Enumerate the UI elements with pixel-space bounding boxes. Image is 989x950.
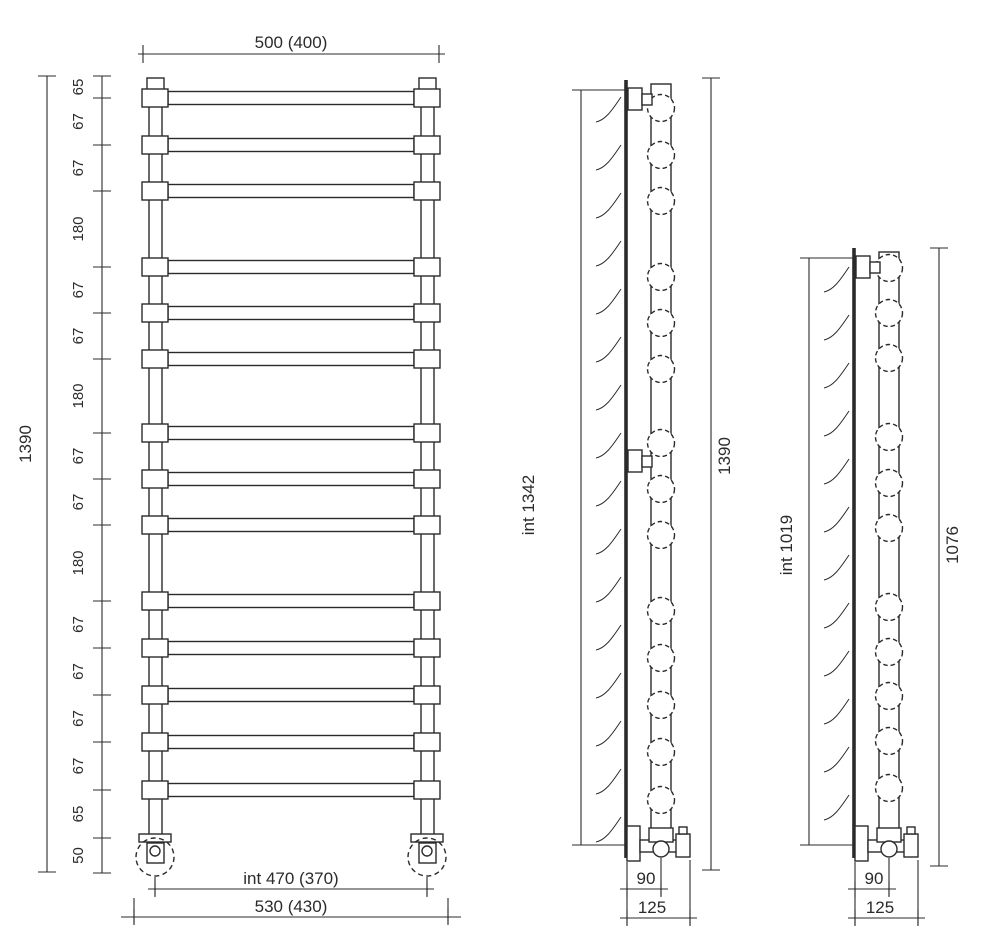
hatch-stroke xyxy=(596,289,621,314)
rung-collar-left xyxy=(142,781,168,799)
rung-collar-left xyxy=(142,424,168,442)
chain-dim-label: 67 xyxy=(70,327,87,345)
rung-collar-right xyxy=(414,781,440,799)
hatch-stroke xyxy=(596,433,621,458)
chain-ticks-and-labels xyxy=(70,76,111,873)
rung-section-circle xyxy=(876,345,903,372)
rung-tube xyxy=(168,595,414,608)
rung-collar-left xyxy=(142,470,168,488)
rung-collar-left xyxy=(142,516,168,534)
hatch-stroke xyxy=(824,459,849,484)
hatch-stroke xyxy=(596,625,621,650)
front-top-width-dim xyxy=(138,33,445,63)
short-depth-overall-dim xyxy=(848,860,925,926)
chain-dim-label: 65 xyxy=(70,78,87,96)
rung-section-circle xyxy=(648,476,675,503)
rungs-group xyxy=(142,89,440,799)
short-depth-overall-label: 125 xyxy=(865,898,895,917)
tube-union-nut xyxy=(649,828,673,842)
rung-collar-right xyxy=(414,89,440,107)
tall-depth-axis-label: 90 xyxy=(636,869,656,888)
rung-tube xyxy=(168,473,414,486)
hatch-stroke xyxy=(824,603,849,628)
side-section-view-short xyxy=(777,248,962,926)
rung-tube xyxy=(168,353,414,366)
short-overall-height-label: 1076 xyxy=(943,526,962,564)
short-depth-axis-label: 90 xyxy=(864,869,884,888)
rung-collar-left xyxy=(142,350,168,368)
rung-collar-right xyxy=(414,639,440,657)
extension-lines xyxy=(809,258,866,845)
hatch-stroke xyxy=(596,241,621,266)
chain-dim-label: 67 xyxy=(70,757,87,775)
rung-section-circle xyxy=(648,188,675,215)
rung-section-circle xyxy=(876,300,903,327)
front-overall-width-dim xyxy=(121,897,461,925)
hatch-stroke xyxy=(596,385,621,410)
rung-section-circle xyxy=(648,787,675,814)
hatch-stroke xyxy=(596,577,621,602)
wall-hatching xyxy=(824,267,849,820)
rung-section-circle xyxy=(648,310,675,337)
rung-section-circle xyxy=(648,692,675,719)
rung-collar-right xyxy=(414,686,440,704)
bracket-plate xyxy=(628,88,642,110)
front-interaxis-width-label: int 470 (370) xyxy=(243,869,339,888)
hatch-stroke xyxy=(596,769,621,794)
middle-wall-bracket xyxy=(628,450,652,472)
rung-tube xyxy=(168,261,414,274)
rung-collar-left xyxy=(142,639,168,657)
front-interaxis-width-dim xyxy=(148,869,434,897)
rung-collar-right xyxy=(414,592,440,610)
hatch-stroke xyxy=(824,699,849,724)
union-detail xyxy=(653,841,669,857)
rung-tube xyxy=(168,92,414,105)
rung-collar-right xyxy=(414,424,440,442)
rung-collar-right xyxy=(414,136,440,154)
hatch-stroke xyxy=(596,481,621,506)
tube-union-nut xyxy=(877,828,901,842)
hatch-stroke xyxy=(596,529,621,554)
front-chain-dim xyxy=(70,76,111,873)
rung-tube xyxy=(168,139,414,152)
left-riser-tube xyxy=(149,90,162,834)
rung-collar-right xyxy=(414,733,440,751)
side-section-view-tall xyxy=(519,78,734,926)
rung-collar-left xyxy=(142,89,168,107)
front-overall-height-label: 1390 xyxy=(16,425,35,463)
hatch-stroke xyxy=(596,193,621,218)
wall-hatching xyxy=(596,97,621,842)
hatch-stroke xyxy=(824,267,849,292)
hatch-stroke xyxy=(596,145,621,170)
rung-collar-left xyxy=(142,592,168,610)
rung-tube xyxy=(168,185,414,198)
valve-body xyxy=(904,834,918,857)
rung-tube xyxy=(168,689,414,702)
rung-tube xyxy=(168,784,414,797)
bracket-plate xyxy=(628,450,642,472)
bracket-plate xyxy=(856,256,870,278)
left-foot xyxy=(136,834,174,876)
foot-detail xyxy=(422,846,432,856)
short-overall-height-dim xyxy=(930,248,962,866)
rung-section-circle xyxy=(648,356,675,383)
chain-dim-label: 67 xyxy=(70,616,87,633)
rung-tube xyxy=(168,736,414,749)
tall-overall-height-label: 1390 xyxy=(715,437,734,475)
rung-collar-left xyxy=(142,304,168,322)
rung-collar-left xyxy=(142,733,168,751)
hatch-stroke xyxy=(824,363,849,388)
hatch-stroke xyxy=(596,337,621,362)
rung-collar-right xyxy=(414,182,440,200)
union-detail xyxy=(881,841,897,857)
chain-dim-label: 65 xyxy=(70,805,87,823)
rung-section-circle xyxy=(876,470,903,497)
chain-dim-label: 180 xyxy=(70,216,87,242)
rung-collar-right xyxy=(414,516,440,534)
chain-dim-label: 67 xyxy=(70,710,87,727)
rung-tube xyxy=(168,519,414,532)
foot-detail xyxy=(150,846,160,856)
chain-dim-label: 50 xyxy=(70,847,87,864)
hatch-stroke xyxy=(824,651,849,676)
rung-tube xyxy=(168,642,414,655)
rung-collar-right xyxy=(414,470,440,488)
hatch-stroke xyxy=(596,721,621,746)
rung-section-circle xyxy=(876,424,903,451)
rung-collar-right xyxy=(414,258,440,276)
chain-dim-label: 67 xyxy=(70,159,87,177)
short-radiator-section xyxy=(855,252,918,861)
rung-collar-left xyxy=(142,136,168,154)
hatch-stroke xyxy=(596,817,621,842)
chain-dim-label: 67 xyxy=(70,663,87,680)
rung-section-circle xyxy=(648,142,675,169)
rung-section-circle xyxy=(876,683,903,710)
rung-collar-right xyxy=(414,304,440,322)
rung-section-circle xyxy=(876,775,903,802)
tall-radiator-section xyxy=(627,84,690,861)
short-wall xyxy=(824,248,854,858)
hatch-stroke xyxy=(596,673,621,698)
valve-cap xyxy=(679,827,687,834)
bracket-arm xyxy=(870,262,880,273)
tall-depth-overall-dim xyxy=(620,860,697,926)
rung-section-circle xyxy=(648,430,675,457)
rung-section-circle xyxy=(648,264,675,291)
chain-dim-label: 67 xyxy=(70,113,87,130)
front-overall-width-label: 530 (430) xyxy=(254,897,328,916)
rung-section-circle xyxy=(876,515,903,542)
chain-dim-label: 67 xyxy=(70,447,87,465)
front-overall-height-dim xyxy=(16,76,56,872)
bottom-valve-assembly xyxy=(855,826,918,861)
bracket-arm xyxy=(642,94,652,105)
front-top-width-label: 500 (400) xyxy=(254,33,328,52)
rung-collar-right xyxy=(414,350,440,368)
rung-section-circle xyxy=(876,639,903,666)
tall-interaxis-label: int 1342 xyxy=(519,474,538,536)
valve-cap xyxy=(907,827,915,834)
rung-collar-left xyxy=(142,258,168,276)
hatch-stroke xyxy=(824,315,849,340)
chain-dim-label: 180 xyxy=(70,383,87,409)
hatch-stroke xyxy=(824,507,849,532)
bottom-valve-assembly xyxy=(627,826,690,861)
rung-section-circle xyxy=(648,739,675,766)
valve-body xyxy=(676,834,690,857)
hatch-stroke xyxy=(596,97,621,122)
front-radiator-body xyxy=(136,78,446,876)
chain-dim-label: 180 xyxy=(70,550,87,576)
rung-collar-left xyxy=(142,182,168,200)
wall-plate xyxy=(627,826,640,861)
wall-plate xyxy=(855,826,868,861)
chain-dim-label: 67 xyxy=(70,281,87,299)
tall-depth-overall-label: 125 xyxy=(637,898,667,917)
short-interaxis-label: int 1019 xyxy=(777,514,796,576)
tall-interaxis-dim xyxy=(519,90,638,845)
bracket-arm xyxy=(642,456,652,467)
chain-dim-label: 67 xyxy=(70,493,87,511)
tall-wall xyxy=(596,80,626,858)
rung-section-circle xyxy=(648,598,675,625)
top-wall-bracket xyxy=(856,256,880,278)
rung-section-circle xyxy=(648,522,675,549)
hatch-stroke xyxy=(824,747,849,772)
right-riser-tube xyxy=(421,90,434,834)
rung-tube xyxy=(168,307,414,320)
rung-section-circle xyxy=(876,728,903,755)
hatch-stroke xyxy=(824,555,849,580)
rung-section-circle xyxy=(876,594,903,621)
rung-section-circle xyxy=(648,645,675,672)
tall-overall-height-dim xyxy=(702,78,734,870)
hatch-stroke xyxy=(824,795,849,820)
rung-collar-left xyxy=(142,686,168,704)
front-elevation-view xyxy=(16,33,461,925)
rung-tube xyxy=(168,427,414,440)
right-foot xyxy=(408,834,446,876)
hatch-stroke xyxy=(824,411,849,436)
